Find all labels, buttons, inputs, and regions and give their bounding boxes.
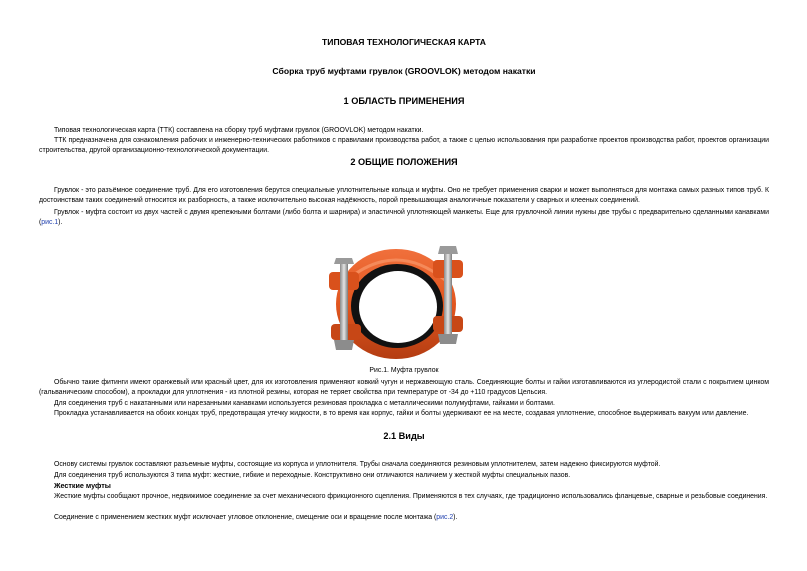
section-2-1-title: 2.1 Виды: [383, 431, 425, 441]
figure-1-link[interactable]: рис.1: [41, 219, 59, 226]
section-2-paragraph-5: Прокладка устанавливается на обоих концах труб, предотвращая утечку жидкости, в то время как корпус, гайки и болты удерживают ее на месте, создавая уплотнение, способное выдерживать вакуум или давление.: [54, 410, 749, 417]
section-1-paragraph-2: ТТК предназначена для ознакомления рабочих и инженерно-технических работников с правилами производства работ, а также с целью использования при разработке проектов производства работ, проектов организации строительства, другой организационно-технологической документации.: [39, 137, 769, 154]
document-subtitle: Сборка труб муфтами грувлок (GROOVLOK) методом накатки: [272, 66, 536, 76]
figure-2-link[interactable]: рис.2: [436, 514, 454, 521]
groovlok-coupling-image: [317, 232, 475, 364]
section-1-paragraph-1: Типовая технологическая карта (ТТК) составлена на сборку труб муфтами грувлок (GROOVLOK) методом накатки.: [54, 127, 424, 134]
section-2-paragraph-4: Для соединения труб с накатанными или нарезанными канавками используется резиновая прокладка с металлическими полумуфтами, гайками и болтами.: [54, 400, 555, 407]
paragraph-text-end: ).: [58, 219, 63, 226]
section-2-1-paragraph-1: Основу системы грувлок составляют разъемные муфты, состоящие из корпуса и уплотнителя. Трубы сначала соединяются резиновым уплотнителем, затем надежно фиксируются муфтой.: [54, 461, 661, 468]
paragraph-text: Соединение с применением жестких муфт исключает угловое отклонение, смещение оси и вращение после монтажа (: [54, 514, 437, 521]
section-2-paragraph-1: Грувлок - это разъёмное соединение труб. Для его изготовления берутся специальные уплотнительные кольца и муфты. Оно не требует применения сварки и может выполняться для монтажа самых разных типов труб. К достоинствам таких соединений относится их разборность, а также исключительно высокая надёжность, порой превышающая аналогичные показатели у сварных и клееных соединений.: [39, 187, 769, 204]
section-2-1-paragraph-4: [39, 513, 769, 523]
rigid-couplings-subheading: Жесткие муфты: [54, 481, 111, 490]
section-2-title: 2 ОБЩИЕ ПОЛОЖЕНИЯ: [350, 157, 458, 167]
section-2-1-paragraph-2: Для соединения труб используются 3 типа муфт: жесткие, гибкие и переходные. Конструктивно они отличаются наличием у жесткой муфты специальных пазов.: [54, 472, 571, 479]
paragraph-text-end: ).: [453, 514, 458, 521]
section-2-paragraph-3: Обычно такие фитинги имеют оранжевый или красный цвет, для их изготовления применяют ковкий чугун и нержавеющую сталь. Соединяющие болты и гайки изготавливаются из углеродистой стали с покрытием цинком (гальваническим способом), а прокладки для уплотнения - из плотной резины, которая не теряет свойства при температуре от -34 до +110 градусов Цельсия.: [39, 379, 769, 396]
section-1-title: 1 ОБЛАСТЬ ПРИМЕНЕНИЯ: [343, 96, 465, 106]
document-title: ТИПОВАЯ ТЕХНОЛОГИЧЕСКАЯ КАРТА: [322, 37, 486, 47]
section-2-1-paragraph-3: Жесткие муфты сообщают прочное, недвижимое соединение за счет механического фрикционного сцепления. Применяются в тех случаях, где традиционно использовались фланцевые, сварные и резьбовые соединения.: [54, 493, 768, 500]
paragraph-text: Грувлок - муфта состоит из двух частей с двумя крепежными болтами (либо болта и шарнира) и эластичной уплотняющей манжеты. Еще для грувлочной линии нужны две трубы с предварительно сделанными канавками (: [39, 209, 769, 226]
figure-1-caption: Рис.1. Муфта грувлок: [369, 367, 439, 374]
section-2-paragraph-2: [39, 208, 769, 228]
